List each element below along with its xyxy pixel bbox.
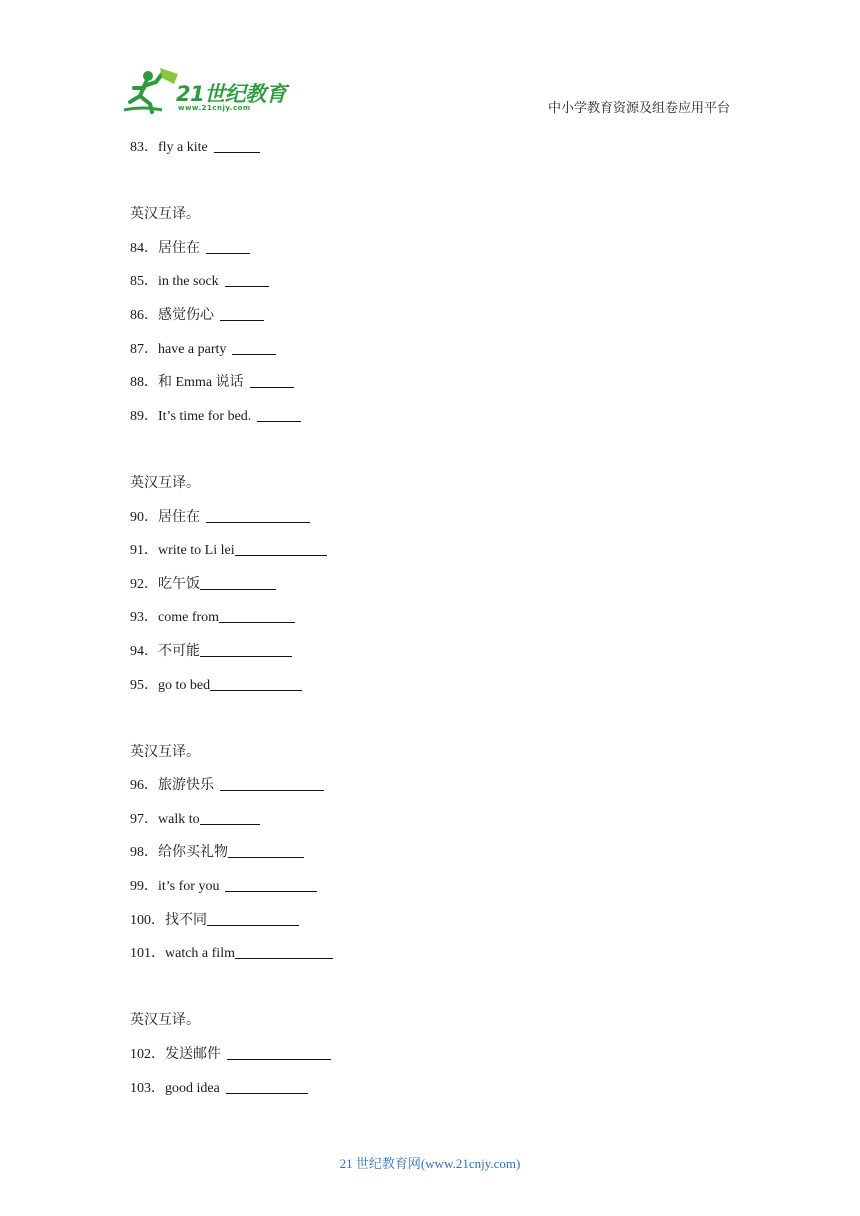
question-item	[130, 944, 730, 964]
section-gap	[130, 978, 730, 1012]
footer-text: 21 世纪教育网(www.21cnjy.com)	[339, 1156, 521, 1171]
question-number: 89．	[130, 408, 158, 424]
question-text: It’s time for bed.	[158, 408, 252, 424]
question-number: 90．	[130, 509, 158, 525]
question-number: 88．	[130, 375, 158, 391]
header-platform-text: 中小学教育资源及组卷应用平台	[547, 101, 730, 116]
answer-blank[interactable]	[225, 272, 269, 287]
answer-blank[interactable]	[220, 306, 264, 321]
question-item	[130, 810, 730, 830]
section-title: 英汉互译。	[130, 744, 200, 760]
question-number: 99．	[130, 879, 158, 895]
question-text: 旅游快乐	[158, 778, 214, 794]
site-logo	[122, 66, 292, 118]
question-number: 98．	[130, 845, 158, 861]
exercise-content	[130, 138, 730, 1112]
question-item	[130, 877, 730, 897]
question-number: 86．	[130, 307, 158, 323]
question-text: walk to	[158, 811, 200, 827]
question-item	[130, 340, 730, 360]
section-gap	[130, 440, 730, 474]
answer-blank[interactable]	[226, 1079, 308, 1094]
runner-logo-icon	[122, 66, 182, 118]
answer-blank[interactable]	[225, 877, 317, 892]
question-number: 95．	[130, 677, 158, 693]
question-number: 85．	[130, 274, 158, 290]
answer-blank[interactable]	[250, 373, 294, 388]
question-item	[130, 541, 730, 561]
answer-blank[interactable]	[210, 676, 302, 691]
question-text: have a party	[158, 341, 227, 357]
question-text: 给你买礼物	[158, 845, 228, 861]
question-item	[130, 608, 730, 628]
question-item	[130, 676, 730, 696]
logo-text: 21世纪教育	[176, 82, 287, 106]
question-text: fly a kite	[158, 140, 208, 155]
section-title: 英汉互译。	[130, 1013, 200, 1029]
question-item	[130, 272, 730, 292]
answer-blank[interactable]	[207, 911, 299, 926]
section-gap	[130, 709, 730, 743]
answer-blank[interactable]	[232, 340, 276, 355]
answer-blank[interactable]	[214, 138, 260, 153]
section-title: 英汉互译。	[130, 475, 200, 491]
question-text: good idea	[165, 1080, 220, 1096]
answer-blank[interactable]	[219, 608, 295, 623]
question-item	[130, 776, 730, 796]
question-item	[130, 843, 730, 863]
section-gap	[130, 172, 730, 206]
question-text: 和 Emma 说话	[158, 375, 244, 391]
question-text: it’s for you	[158, 879, 220, 895]
question-text: 居住在	[158, 240, 200, 256]
question-text: 找不同	[165, 912, 207, 928]
answer-blank[interactable]	[235, 944, 333, 959]
question-number: 84．	[130, 240, 158, 256]
answer-blank[interactable]	[220, 776, 324, 791]
question-item	[130, 911, 730, 931]
question-item	[130, 407, 730, 427]
question-item	[130, 1079, 730, 1099]
question-text: go to bed	[158, 677, 211, 693]
question-item	[130, 373, 730, 393]
question-number: 100．	[130, 912, 165, 928]
question-number: 101．	[130, 946, 165, 962]
answer-blank[interactable]	[257, 407, 301, 422]
question-text: 不可能	[158, 643, 200, 659]
question-text: 感觉伤心	[158, 307, 214, 323]
question-number: 96．	[130, 778, 158, 794]
question-text: 吃午饭	[158, 576, 200, 592]
question-number: 103．	[130, 1080, 165, 1096]
question-number: 91．	[130, 543, 158, 559]
question-text: 发送邮件	[165, 1047, 221, 1063]
question-item	[130, 239, 730, 259]
answer-blank[interactable]	[200, 642, 292, 657]
question-number: 102．	[130, 1047, 165, 1063]
section-title: 英汉互译。	[130, 207, 200, 223]
question-number: 97．	[130, 811, 158, 827]
question-number: 92．	[130, 576, 158, 592]
question-item	[130, 138, 730, 158]
answer-blank[interactable]	[200, 810, 260, 825]
answer-blank[interactable]	[206, 508, 310, 523]
question-item	[130, 306, 730, 326]
answer-blank[interactable]	[228, 843, 304, 858]
question-item	[130, 575, 730, 595]
answer-blank[interactable]	[227, 1045, 331, 1060]
logo-url: www.21cnjy.com	[178, 104, 251, 112]
question-number: 94．	[130, 643, 158, 659]
answer-blank[interactable]	[200, 575, 276, 590]
question-text: watch a film	[165, 946, 235, 962]
question-text: in the sock	[158, 274, 219, 290]
question-item	[130, 642, 730, 662]
question-number: 87．	[130, 341, 158, 357]
question-text: write to Li lei	[158, 543, 235, 559]
question-text: come from	[158, 610, 220, 626]
answer-blank[interactable]	[206, 239, 250, 254]
question-number: 93．	[130, 610, 158, 626]
question-number: 83．	[130, 140, 158, 155]
answer-blank[interactable]	[235, 541, 327, 556]
question-item	[130, 508, 730, 528]
question-item	[130, 1045, 730, 1065]
question-text: 居住在	[158, 509, 200, 525]
